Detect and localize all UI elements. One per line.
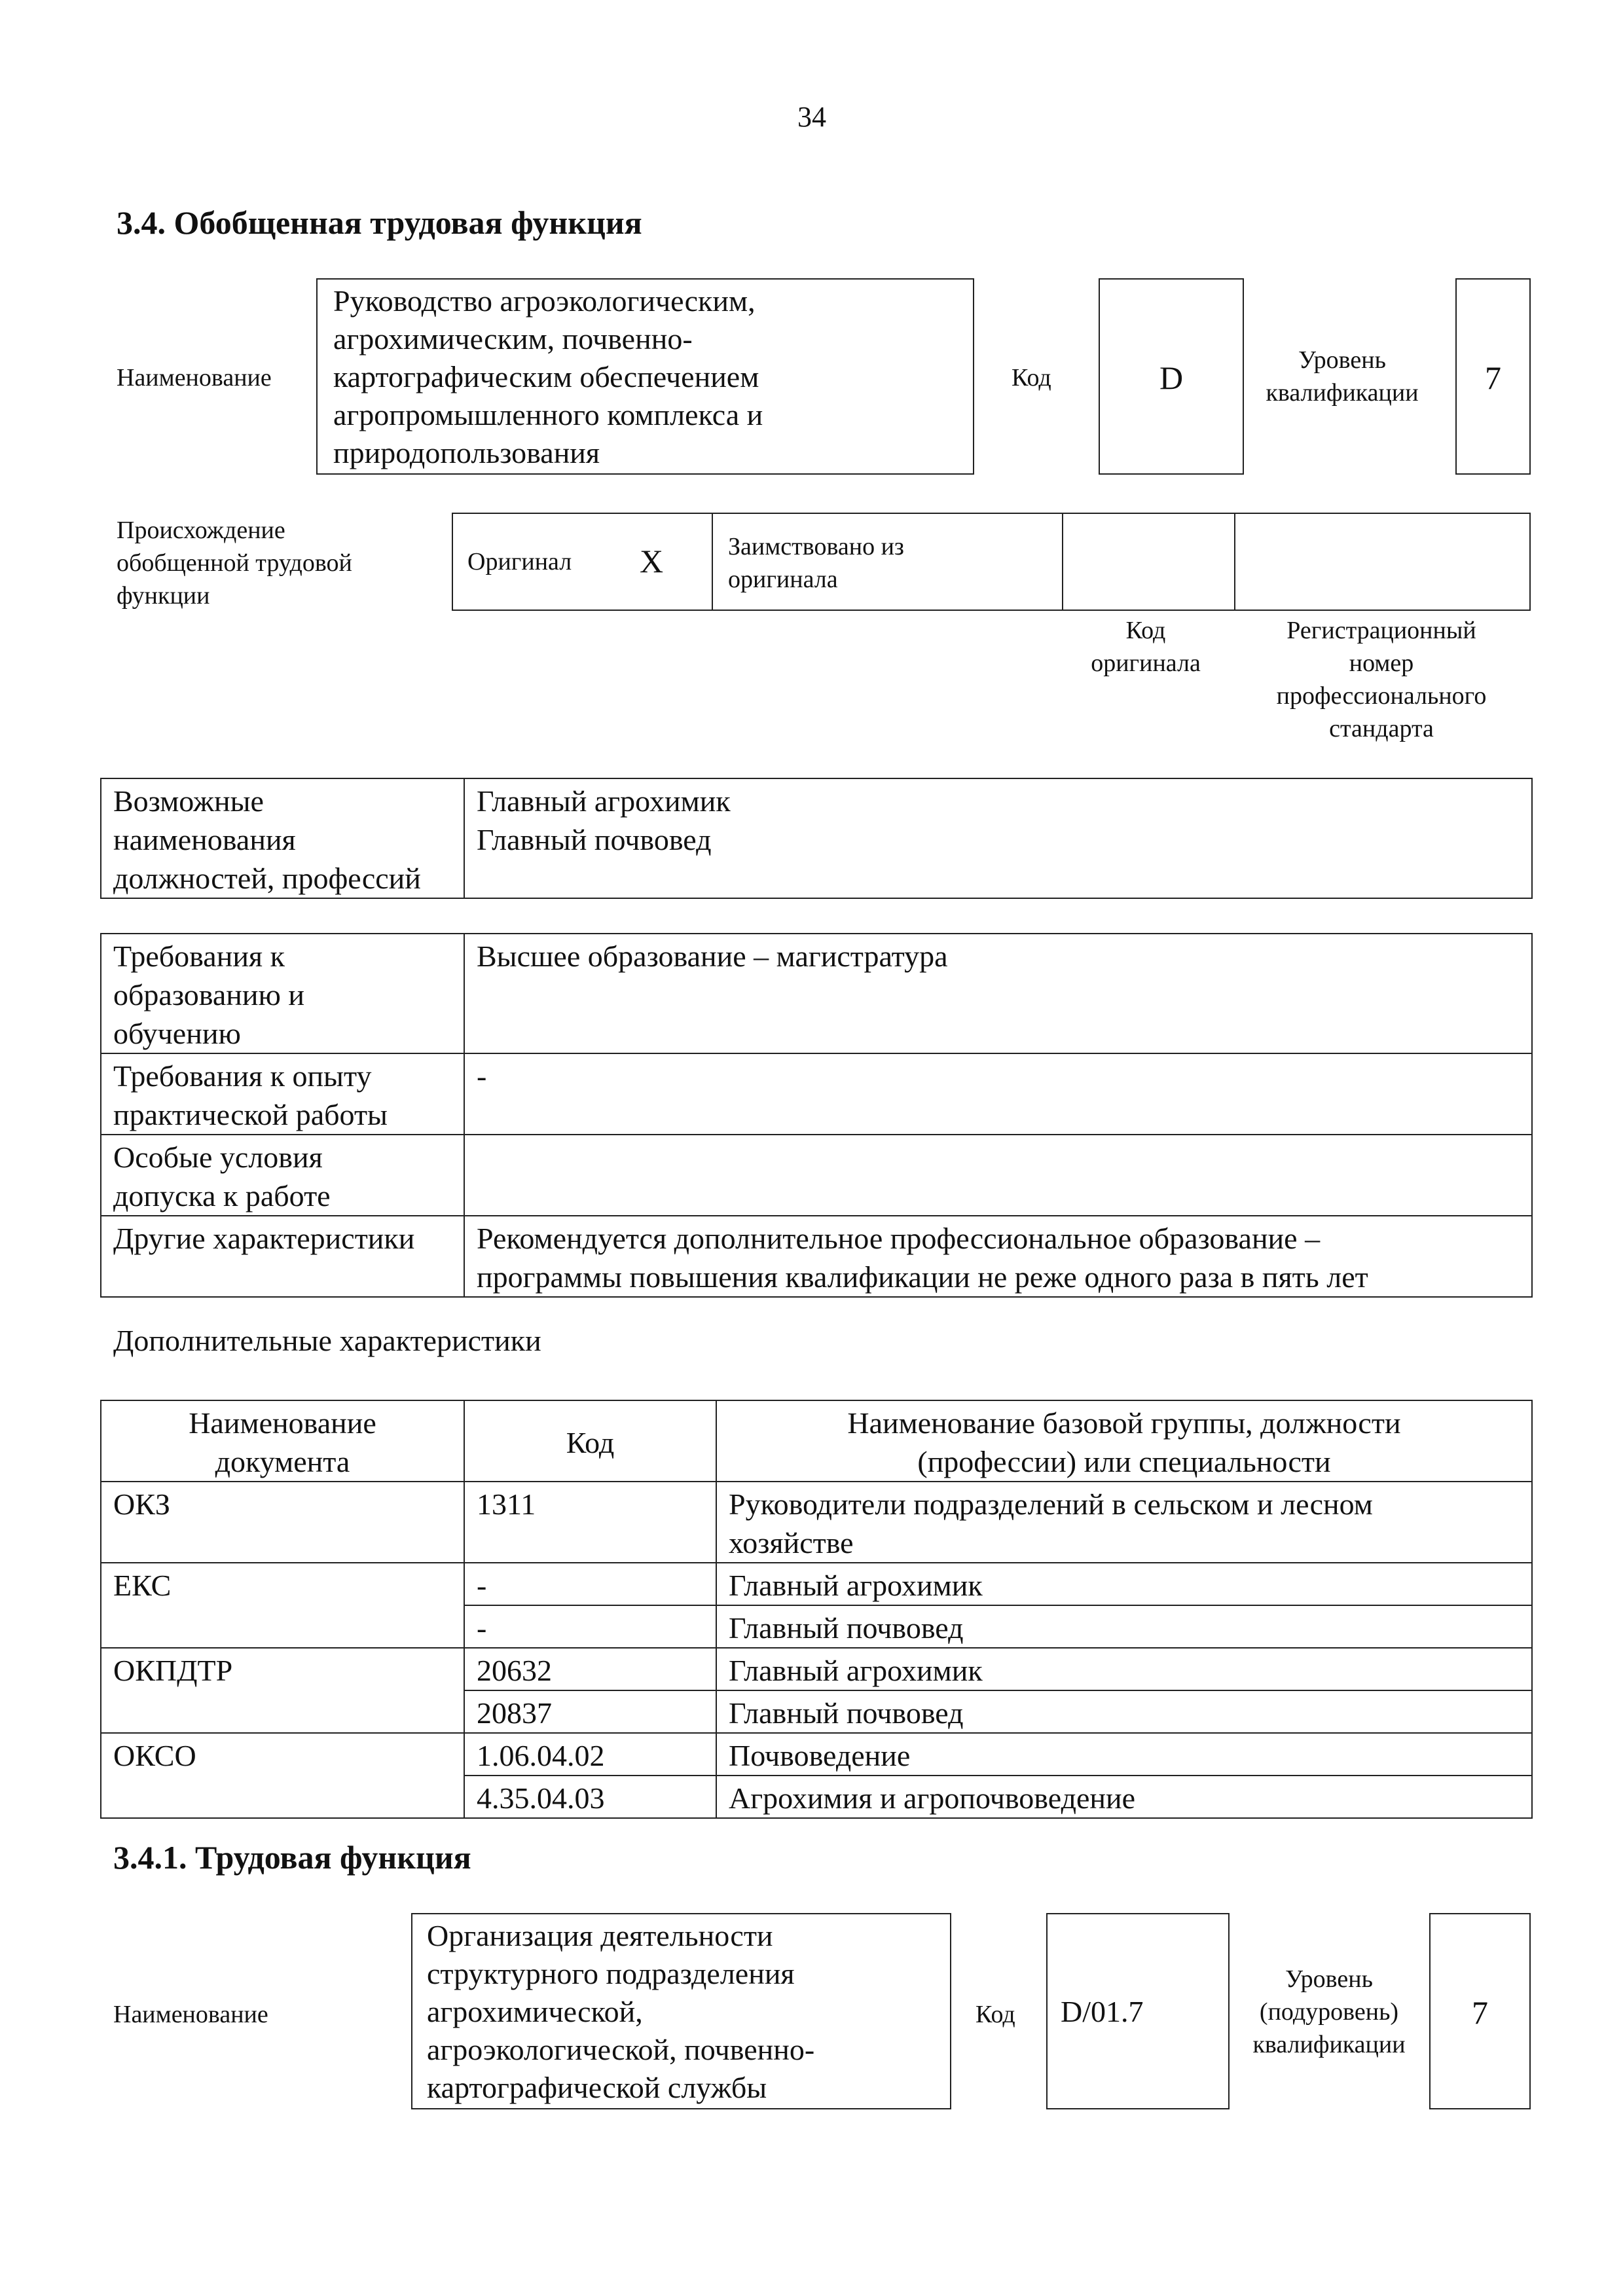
extra-name: Агрохимия и агропочвоведение <box>716 1776 1532 1818</box>
extra-code: - <box>464 1563 716 1605</box>
positions-value <box>464 778 1532 898</box>
extra-code: 20837 <box>464 1690 716 1733</box>
origin-label-line: Происхождение <box>117 517 285 544</box>
extra-name: Главный агрохимик <box>716 1563 1532 1605</box>
value-line: Главный почвовед <box>477 823 712 856</box>
extra-code: 20632 <box>464 1648 716 1690</box>
gtf-name-line: Руководство агроэкологическим, <box>333 284 756 318</box>
level-label <box>1257 344 1427 409</box>
caption-line: оригинала <box>1091 649 1201 677</box>
origin-table <box>452 513 1531 611</box>
label-line: обучению <box>113 1017 241 1050</box>
level-label-line: Уровень <box>1298 346 1386 374</box>
gtf-name-line: агропромышленного комплекса и <box>333 398 763 431</box>
header-line: Наименование базовой группы, должности <box>847 1406 1401 1440</box>
positions-table <box>100 778 1533 899</box>
value-line: - <box>477 1059 487 1093</box>
tf-name-line: структурного подразделения <box>427 1957 795 1990</box>
extra-name: Главный агрохимик <box>716 1648 1532 1690</box>
extra-doc: ЕКС <box>101 1563 464 1648</box>
extra-doc: ОКЗ <box>101 1482 464 1563</box>
gtf-code-value: D <box>1159 359 1184 396</box>
caption-line: Регистрационный <box>1286 617 1476 644</box>
name-line: Руководители подразделений в сельском и лесном <box>729 1487 1373 1521</box>
tf-code-box <box>1046 1913 1230 2109</box>
label-line: Требования к опыту <box>113 1059 372 1093</box>
req-value <box>464 934 1532 1053</box>
value-line: Высшее образование – магистратура <box>477 939 948 973</box>
header-line: документа <box>215 1445 350 1478</box>
origin-label-line: обобщенной трудовой <box>117 549 352 577</box>
value-line: программы повышения квалификации не реже одного раза в пять лет <box>477 1260 1368 1294</box>
label-line: должностей, профессий <box>113 862 421 895</box>
req-label <box>101 934 464 1053</box>
tf-name-line: агроэкологической, почвенно- <box>427 2033 815 2066</box>
label-line: практической работы <box>113 1098 388 1131</box>
code-original-caption <box>1061 614 1231 680</box>
label-line: Возможные <box>113 784 264 818</box>
label-line: Другие характеристики <box>113 1222 415 1255</box>
label-line: образованию и <box>113 978 304 1011</box>
extra-code: - <box>464 1605 716 1648</box>
tf-name-box <box>411 1913 951 2109</box>
tf-name-line: агрохимической, <box>427 1995 643 2028</box>
origin-original-label: Оригинал <box>467 548 572 575</box>
extra-table <box>100 1400 1533 1819</box>
page-number: 34 <box>797 101 826 133</box>
function-title: 3.4.1. Трудовая функция <box>113 1839 471 1876</box>
extra-name: Главный почвовед <box>716 1605 1532 1648</box>
tf-level-box <box>1429 1913 1531 2109</box>
label-line: Требования к <box>113 939 285 973</box>
level-label-line: квалификации <box>1252 2031 1406 2058</box>
tf-level-value: 7 <box>1472 1994 1488 2031</box>
tf-name-line: Организация деятельности <box>427 1919 773 1952</box>
gtf-name-line: картографическим обеспечением <box>333 360 759 393</box>
section-title: 3.4. Обобщенная трудовая функция <box>117 204 642 241</box>
level-label-line: Уровень <box>1285 1965 1373 1993</box>
positions-label <box>101 778 464 898</box>
header-line: (профессии) или специальности <box>917 1445 1331 1478</box>
extra-name: Почвоведение <box>716 1733 1532 1776</box>
name-line: хозяйстве <box>729 1526 854 1559</box>
req-value <box>464 1216 1532 1297</box>
req-label <box>101 1135 464 1216</box>
extra-doc: ОКПДТР <box>101 1648 464 1733</box>
header-line: Наименование <box>189 1406 376 1440</box>
label-line: наименования <box>113 823 296 856</box>
tf-name-line: картографической службы <box>427 2071 767 2104</box>
req-label <box>101 1053 464 1135</box>
origin-label <box>117 514 352 612</box>
code-label: Код <box>1012 364 1051 392</box>
function-name-label: Наименование <box>113 2001 268 2028</box>
caption-line: номер <box>1349 649 1414 677</box>
caption-line: профессионального <box>1276 682 1487 710</box>
value-line: Главный агрохимик <box>477 784 731 818</box>
extra-title: Дополнительные характеристики <box>113 1324 541 1357</box>
origin-borrowed-line: оригинала <box>728 566 838 593</box>
extra-code: 1.06.04.02 <box>464 1733 716 1776</box>
function-code-label: Код <box>976 2001 1015 2028</box>
caption-line: стандарта <box>1329 715 1434 742</box>
extra-header-code: Код <box>464 1400 716 1482</box>
requirements-table <box>100 933 1533 1298</box>
gtf-level-box <box>1455 278 1531 475</box>
extra-name: Главный почвовед <box>716 1690 1532 1733</box>
value-line: Рекомендуется дополнительное профессиональное образование – <box>477 1222 1321 1255</box>
extra-code: 1311 <box>464 1482 716 1563</box>
gtf-level-value: 7 <box>1485 359 1501 396</box>
extra-header-doc <box>101 1400 464 1482</box>
req-value <box>464 1135 1532 1216</box>
extra-doc: ОКСО <box>101 1733 464 1818</box>
origin-borrowed-label <box>728 530 904 596</box>
origin-label-line: функции <box>117 582 210 610</box>
extra-header-name <box>716 1400 1532 1482</box>
name-label: Наименование <box>117 364 272 392</box>
level-label-line: (подуровень) <box>1259 1998 1399 2026</box>
gtf-name-line: природопользования <box>333 436 600 469</box>
gtf-code-box <box>1099 278 1244 475</box>
gtf-name-box <box>316 278 974 475</box>
gtf-name-line: агрохимическим, почвенно- <box>333 322 693 355</box>
function-level-label <box>1231 1963 1427 2061</box>
extra-name <box>716 1482 1532 1563</box>
tf-code-value: D/01.7 <box>1061 1995 1144 2028</box>
extra-code: 4.35.04.03 <box>464 1776 716 1818</box>
origin-borrowed-line: Заимствовано из <box>728 533 904 560</box>
caption-line: Код <box>1125 617 1166 644</box>
req-label <box>101 1216 464 1297</box>
label-line: допуска к работе <box>113 1179 331 1212</box>
origin-original-mark: X <box>640 543 664 579</box>
level-label-line: квалификации <box>1266 379 1419 407</box>
req-value <box>464 1053 1532 1135</box>
label-line: Особые условия <box>113 1140 323 1174</box>
reg-number-caption <box>1244 614 1519 745</box>
